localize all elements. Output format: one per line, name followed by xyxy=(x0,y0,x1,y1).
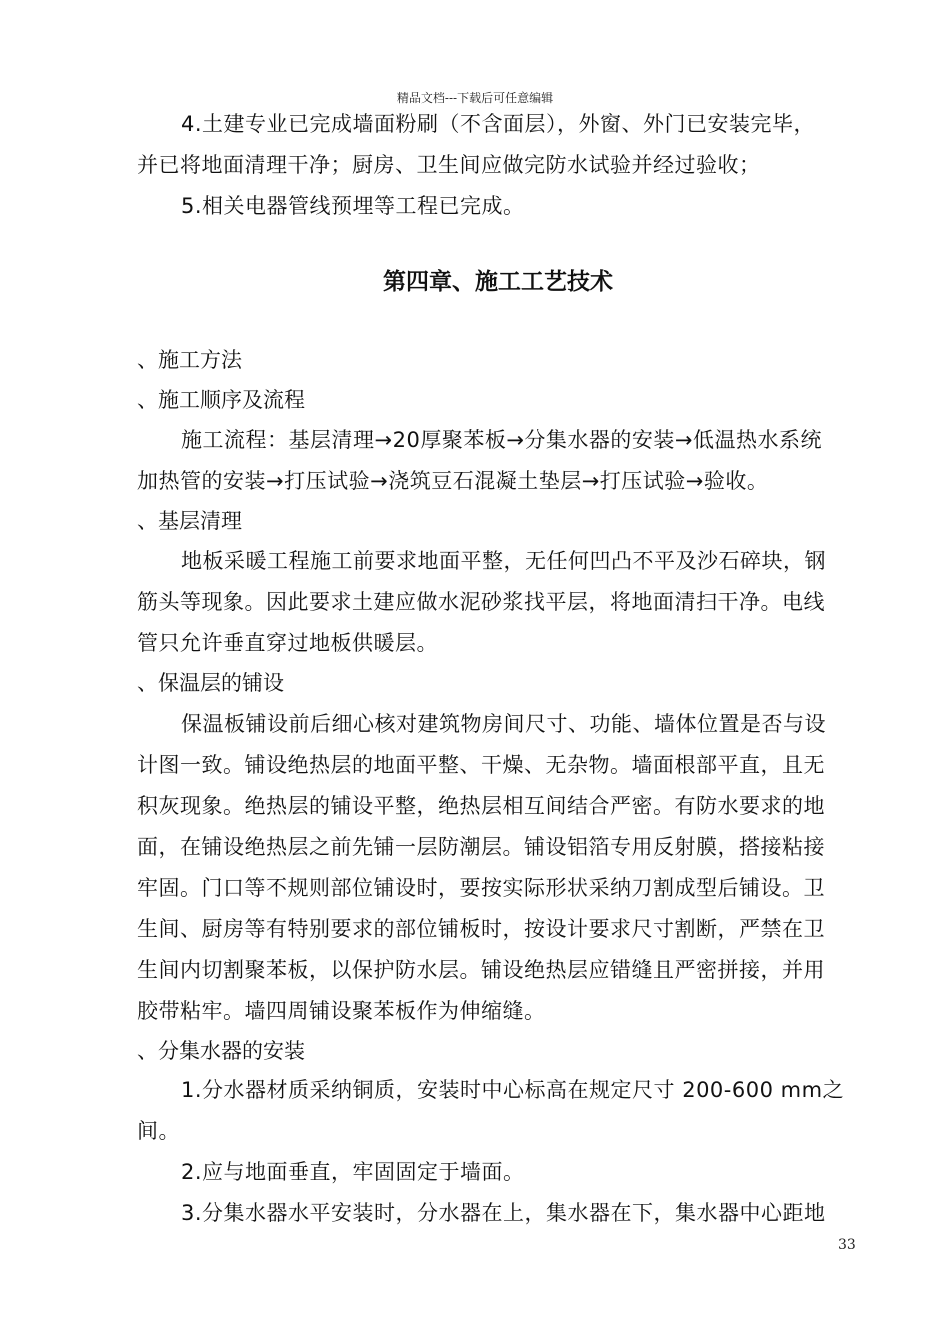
text-line: 管只允许垂直穿过地板供暖层。 xyxy=(137,631,438,655)
text-line: 3.分集水器水平安装时，分水器在上，集水器在下，集水器中心距地 xyxy=(181,1201,826,1225)
intro-paragraph xyxy=(137,104,859,227)
text-line: 加热管的安装→打压试验→浇筑豆石混凝土垫层→打压试验→验收。 xyxy=(137,469,769,493)
text-line: 计图一致。铺设绝热层的地面平整、干燥、无杂物。墙面根部平直，且无 xyxy=(137,753,825,777)
text-line: 5.相关电器管线预埋等工程已完成。 xyxy=(181,194,525,218)
chapter-title: 第四章、施工工艺技术 xyxy=(383,269,613,295)
text-line: 生间、厨房等有特别要求的部位铺板时，按设计要求尺寸割断，严禁在卫 xyxy=(137,917,825,941)
text-line: 牢固。门口等不规则部位铺设时，要按实际形状采纳刀割成型后铺设。卫 xyxy=(137,876,825,900)
base-paragraph xyxy=(137,541,859,664)
text-line: 积灰现象。绝热层的铺设平整，绝热层相互间结合严密。有防水要求的地 xyxy=(137,794,825,818)
text-line: 胶带粘牢。墙四周铺设聚苯板作为伸缩缝。 xyxy=(137,999,546,1023)
page-number: 33 xyxy=(838,1237,856,1253)
text-line: 2.应与地面垂直，牢固固定于墙面。 xyxy=(181,1160,525,1184)
page-header: 精品文档---下载后可任意编辑 xyxy=(396,91,554,105)
text-line: 面，在铺设绝热层之前先铺一层防潮层。铺设铝箔专用反射膜，搭接粘接 xyxy=(137,835,825,859)
text-line: 生间内切割聚苯板，以保护防水层。铺设绝热层应错缝且严密拼接，并用 xyxy=(137,958,825,982)
manifold-paragraph xyxy=(137,1070,859,1234)
text-line: 1.分水器材质采纳铜质，安装时中心标高在规定尺寸 200-600 mm之 xyxy=(181,1078,845,1102)
section-heading: 、施工方法 xyxy=(137,348,242,372)
section-heading: 、施工顺序及流程 xyxy=(137,388,305,412)
insulation-paragraph xyxy=(137,704,859,1032)
text-line: 筋头等现象。因此要求土建应做水泥砂浆找平层，将地面清扫干净。电线 xyxy=(137,590,825,614)
text-line: 间。 xyxy=(137,1119,180,1143)
flow-paragraph xyxy=(137,420,859,502)
text-line: 保温板铺设前后细心核对建筑物房间尺寸、功能、墙体位置是否与设 xyxy=(181,712,826,736)
text-line: 并已将地面清理干净；厨房、卫生间应做完防水试验并经过验收； xyxy=(137,153,761,177)
text-line: 施工流程：基层清理→20厚聚苯板→分集水器的安装→低温热水系统 xyxy=(181,428,823,452)
section-heading: 、分集水器的安装 xyxy=(137,1039,305,1063)
section-heading: 、保温层的铺设 xyxy=(137,671,284,695)
text-line: 地板采暖工程施工前要求地面平整，无任何凹凸不平及沙石碎块，钢 xyxy=(181,549,826,573)
section-heading: 、基层清理 xyxy=(137,509,242,533)
text-line: 4.土建专业已完成墙面粉刷（不含面层），外窗、外门已安装完毕， xyxy=(181,112,816,136)
